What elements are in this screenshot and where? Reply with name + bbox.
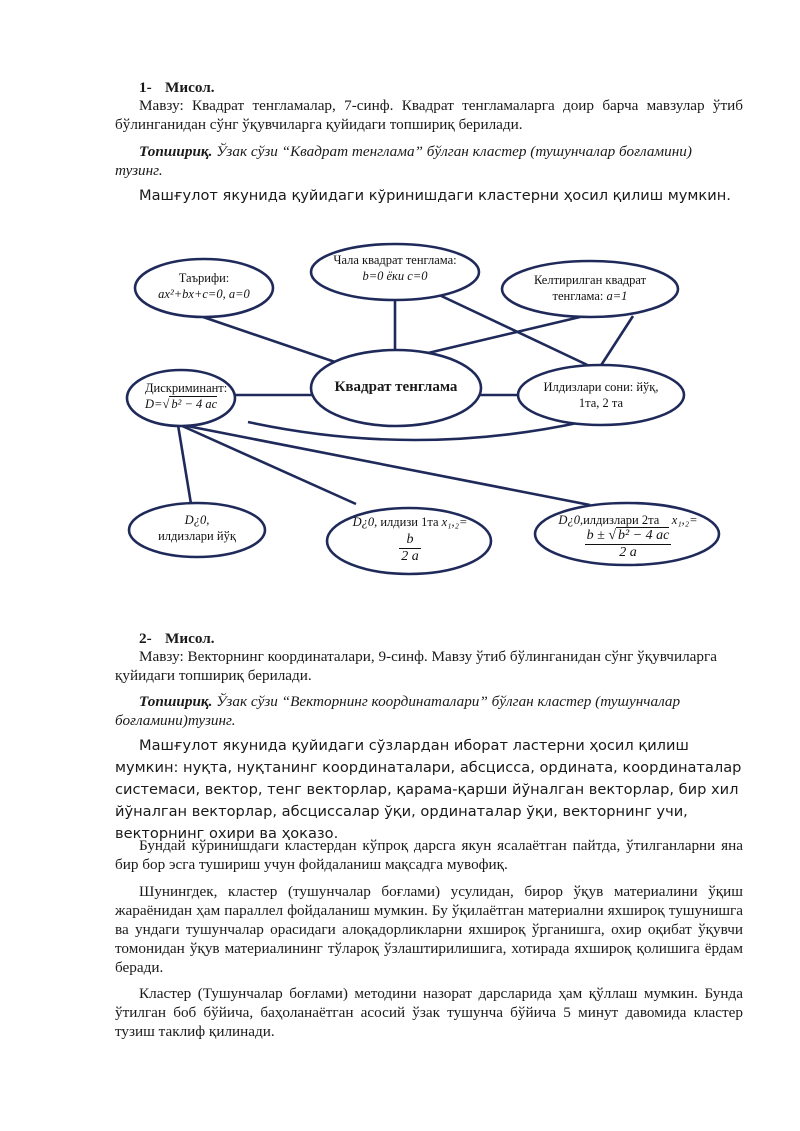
example1-heading: 1- Мисол. <box>139 79 215 96</box>
paragraph-3: Кластер (Тушунчалар боғлами) методини назорат дарсларида ҳам қўллаш мумкин. Бунда ўтилган боб бўйича, баҳоланаётган асосий ўзак тушунча бўйича 5 минут давомида кластер тузиш таклиф қилинади. <box>115 985 743 1040</box>
example2-heading: 2- Мисол. <box>139 630 215 647</box>
example1-intro: Мавзу: Квадрат тенгламалар, 7-синф. Квадрат тенгламаларга доир барча мавзулар ўтиб бўлинганидан сўнг ўқувчиларга қуйидаги топшириқ берилади. <box>115 97 743 133</box>
link-d-negative <box>178 425 192 510</box>
paragraph-2: Шунингдек, кластер (тушунчалар боғлами) усулидан, бирор ўқув материалини ўқиш жараёнидан ҳам параллел фойдаланиш мумкин. Бу ўқилаётган материални яхшироқ тушунишга ва ундаги тушунчалар орасидаги алоқадорликларни яхшироқ ўрганишга, охир оқибат ўқувчи томонидан ўқув материалининг тўлароқ ўзлаштирилишига, хотирада яхшироқ қолишига ёрдам беради. <box>115 883 743 976</box>
link-reduced-roots <box>598 316 633 370</box>
task-label: Топшириқ. <box>139 143 213 160</box>
d-zero-fraction: $\frac{b}{2 a}$ <box>401 532 419 564</box>
task-text-2: Ўзак сўзи “Векторнинг координаталари” бўлган кластер (тушунчалар боғламини)тузинг. <box>115 693 681 729</box>
cluster-diagram <box>0 230 800 590</box>
definition-text: Таърифи: ax²+bx+c=0, a=0 <box>158 271 250 301</box>
d-positive-fraction: $\frac{\text{b ± √ b² − 4 ac}}{2 a}$ <box>586 528 670 560</box>
example2-result: Машғулот якунида қуйидаги сўзлардан иборат ластерни ҳосил қилиш мумкин: нуқта, нуқтанинг координаталари, абсцисса, ордината, координаталар системаси, вектор, тенг векторлар, қарама-қарши йўналган векторлар, бир хил йўналган векторлар, абсциссалар ўқи, ординаталар ўқи, векторнинг учи, векторнинг охири ва ҳоказо. <box>115 737 742 842</box>
incomplete-text: Чала квадрат тенглама: b=0 ёки c=0 <box>333 253 457 283</box>
link-definition <box>203 317 338 363</box>
example2-task <box>115 692 743 730</box>
link-d-positive <box>182 425 590 505</box>
link-d-zero <box>180 425 356 504</box>
example2-intro: Мавзу: Векторнинг координаталари, 9-синф. Мавзу ўтиб бўлинганидан сўнг ўқувчиларга қуйидаги топшириқ берилади. <box>115 648 717 684</box>
example1-task <box>115 142 743 180</box>
d-zero-text: D¿0, илдизи 1та x₁,₂= $\frac{b}{2 a}$ <box>352 515 468 564</box>
example1-result: Машғулот якунида қуйидаги кўринишдаги кластерни ҳосил қилиш мумкин. <box>139 187 731 204</box>
link-reduced-center <box>428 317 580 353</box>
roots-count-text: Илдизлари сони: йўқ, 1та, 2 та <box>543 380 659 410</box>
task-label-2: Топшириқ. <box>139 693 213 710</box>
center-title: Квадрат тенглама <box>334 379 458 395</box>
d-negative-text: D¿0, илдизлари йўқ <box>158 513 236 543</box>
reduced-text: Келтирилган квадрат тенглама: a=1 <box>533 273 647 303</box>
d-positive-text: D¿0,илдизлари 2та x₁,₂= $\frac{\text{b ± √ b² − 4 ac}}{2 a}$ <box>558 513 698 560</box>
discriminant-text: Дискриминант: D=√ b² − 4 ac <box>145 381 228 411</box>
paragraph-1: Бундай кўринишдаги кластердан кўпроқ дарсга якун ясалаётган пайтда, ўтилганларни яна бир бор эсга тушириш учун фойдаланиш мақсадга мувофиқ. <box>115 837 743 873</box>
task-text: Ўзак сўзи “Квадрат тенглама” бўлган кластер (тушунчалар боғламини) тузинг. <box>115 143 692 179</box>
